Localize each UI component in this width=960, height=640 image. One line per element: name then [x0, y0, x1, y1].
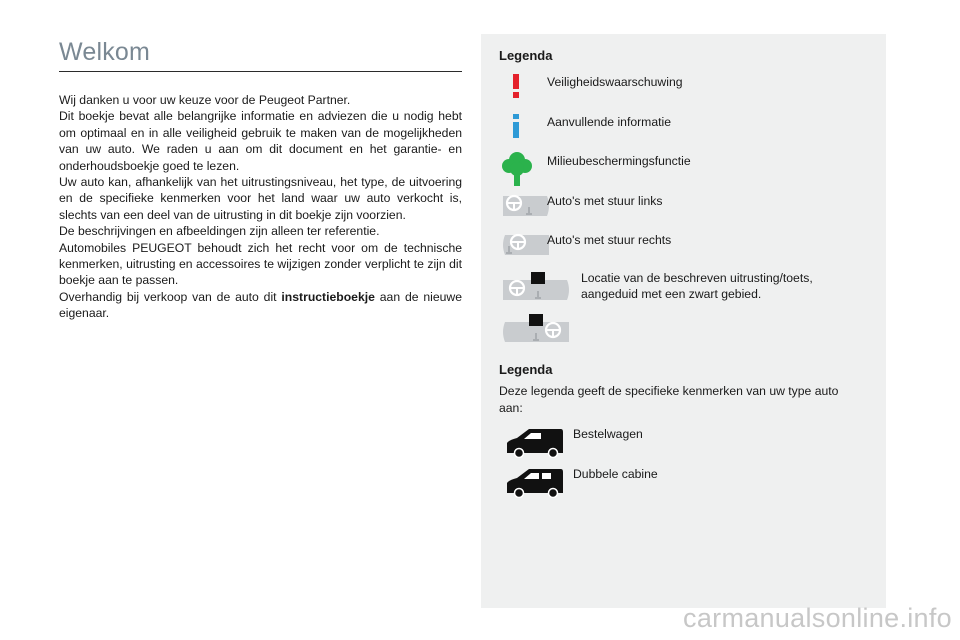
steering-wheel-right-icon: [501, 231, 551, 257]
intro-paragraph: Automobiles PEUGEOT behoudt zich het recht voor om de technische kenmerken, uitrusting en accessoires te wijzigen zonder verplicht te zijn dit boekje aan te passen.: [59, 240, 462, 288]
intro-text-part: aan de nieuwe eigenaar.: [59, 289, 463, 321]
legend-title: Legenda: [499, 362, 553, 377]
intro-paragraph: Dit boekje bevat alle belangrijke informatie en adviezen die u nodig hebt om optimaal en in alle veiligheid gebruik te maken van de mogelijkheden van uw auto. We raden u aan om dit document en het garantie- en onderhoudsboekje goed te lezen.: [59, 109, 462, 173]
legend-item-label: Veiligheidswaarschuwing: [547, 75, 683, 89]
intro-text-bold: instructieboekje: [281, 289, 375, 304]
legend-item-label: Aanvullende informatie: [547, 115, 671, 129]
info-icon: [509, 114, 523, 138]
intro-text-part: Overhandig bij verkoop van de auto dit: [59, 289, 282, 304]
legend-item-label: Locatie van de beschreven uitrusting/toets, aangeduid met een zwart gebied.: [581, 271, 813, 302]
intro-paragraph-handover: [59, 289, 462, 322]
van-icon: [505, 426, 565, 458]
legend-item-label: Milieubeschermingsfunctie: [547, 154, 691, 168]
intro-text: [59, 92, 462, 322]
legend-title: Legenda: [499, 48, 553, 63]
legend-item-label: Dubbele cabine: [573, 467, 658, 481]
legend-item-label: Bestelwagen: [573, 427, 643, 441]
intro-paragraph: Uw auto kan, afhankelijk van het uitrustingsniveau, het type, de uitvoering en de specifieke kenmerken voor het land waar uw auto verkocht is, slechts van een deel van de uitrusting in dit boekje zijn voorzien.: [59, 175, 462, 222]
legend-description: Deze legenda geeft de specifieke kenmerken van uw type auto aan:: [499, 384, 839, 415]
intro-paragraph: Wij danken u voor uw keuze voor de Peugeot Partner.: [59, 93, 351, 107]
dashboard-location-icon-left: [501, 270, 571, 304]
double-cab-van-icon: [505, 466, 565, 498]
legend-item-label: Auto's met stuur links: [547, 194, 663, 208]
legend-panel: [481, 34, 886, 608]
legend-item-label: Auto's met stuur rechts: [547, 233, 672, 247]
title-divider: [59, 71, 462, 72]
dashboard-location-icon-right: [501, 312, 571, 346]
steering-wheel-left-icon: [501, 192, 551, 218]
exclamation-icon: [509, 74, 523, 98]
watermark: carmanualsonline.info: [683, 603, 952, 633]
tree-icon: [502, 152, 532, 186]
intro-paragraph: De beschrijvingen en afbeeldingen zijn alleen ter referentie.: [59, 224, 380, 239]
page-title: Welkom: [59, 38, 151, 66]
